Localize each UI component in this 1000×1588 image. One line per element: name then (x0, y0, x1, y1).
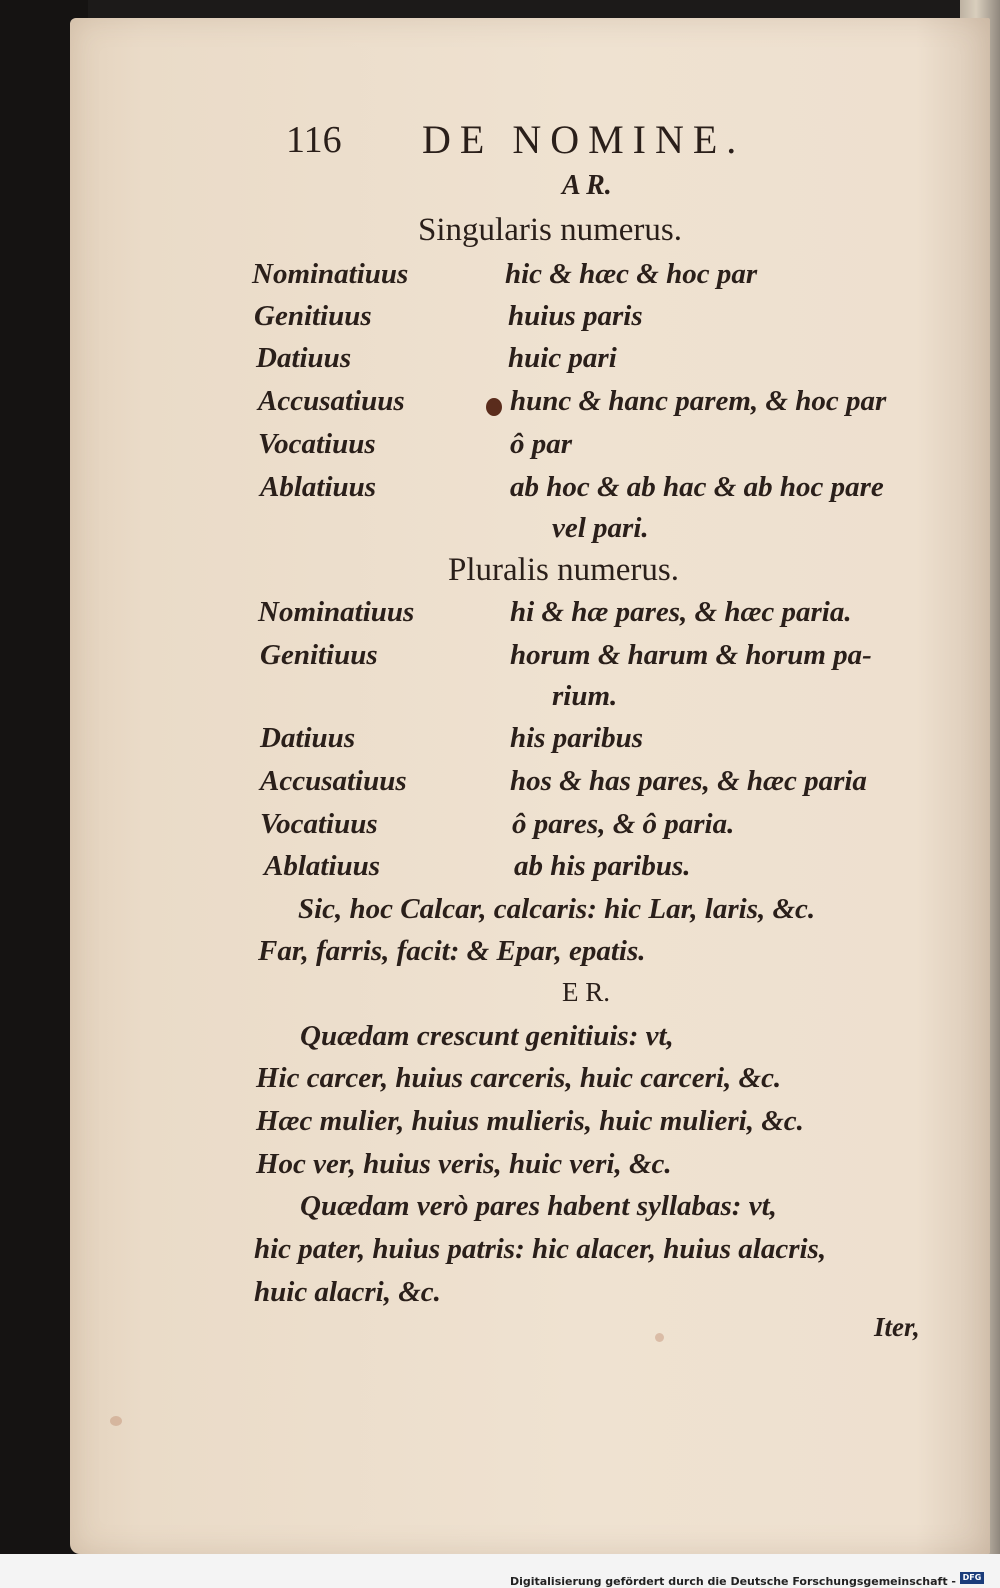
section-heading-er: E R. (562, 977, 611, 1007)
case-label: Ablatiuus (264, 850, 381, 882)
case-label: Accusatiuus (258, 385, 405, 417)
funding-credit: Digitalisierung gefördert durch die Deutsche Forschungsgemeinschaft - (509, 1575, 956, 1588)
case-form: hi & hæ pares, & hæc paria. (510, 596, 852, 628)
text-line: Far, farris, facit: & Epar, epatis. (258, 935, 646, 967)
case-label: Datiuus (256, 342, 352, 374)
case-label: Genitiuus (254, 300, 372, 332)
singular-heading: Singularis numerus. (418, 212, 682, 248)
case-form: ô par (510, 428, 573, 460)
text-line: Quædam crescunt genitiuis: vt, (300, 1020, 674, 1052)
case-form-continuation: rium. (552, 680, 618, 712)
paper-spot (110, 1416, 122, 1426)
case-form: huius paris (508, 300, 643, 332)
text-line: Sic, hoc Calcar, calcaris: hic Lar, laris, &c. (298, 893, 816, 925)
text-line: hic pater, huius patris: hic alacer, huius alacris, (254, 1233, 827, 1265)
case-label: Accusatiuus (260, 765, 407, 797)
text-line: huic alacri, &c. (254, 1276, 441, 1308)
case-label: Ablatiuus (260, 471, 377, 503)
case-form: horum & harum & horum pa- (510, 639, 872, 671)
dfg-logo: DFG (960, 1572, 984, 1584)
case-form: huic pari (508, 342, 617, 374)
case-form: ab hoc & ab hac & ab hoc pare (510, 471, 884, 503)
page-number: 116 (286, 119, 342, 161)
ink-stain (486, 398, 502, 416)
text-line: Hæc mulier, huius mulieris, huic mulieri, &c. (256, 1105, 804, 1137)
case-label: Nominatiuus (252, 258, 409, 290)
case-form: hic & hæc & hoc par (505, 258, 758, 290)
text-line: Hic carcer, huius carceris, huic carceri, &c. (256, 1062, 782, 1094)
case-form-continuation: vel pari. (552, 512, 649, 544)
paper-spot (655, 1333, 664, 1342)
text-line: Hoc ver, huius veris, huic veri, &c. (256, 1148, 672, 1180)
case-label: Vocatiuus (258, 428, 376, 460)
case-label: Nominatiuus (258, 596, 415, 628)
case-label: Genitiuus (260, 639, 378, 671)
case-form: his paribus (510, 722, 643, 754)
case-form: ô pares, & ô paria. (512, 808, 735, 840)
case-label: Datiuus (260, 722, 356, 754)
text-line: Quædam verò pares habent syllabas: vt, (300, 1190, 777, 1222)
catchword: Iter, (874, 1312, 920, 1342)
case-label: Vocatiuus (260, 808, 378, 840)
case-form: hos & has pares, & hæc paria (510, 765, 867, 797)
case-form: hunc & hanc parem, & hoc par (510, 385, 887, 417)
section-heading-ar: A R. (562, 170, 612, 201)
running-title: DE NOMINE. (422, 117, 746, 162)
case-form: ab his paribus. (514, 850, 691, 882)
plural-heading: Pluralis numerus. (448, 552, 679, 588)
